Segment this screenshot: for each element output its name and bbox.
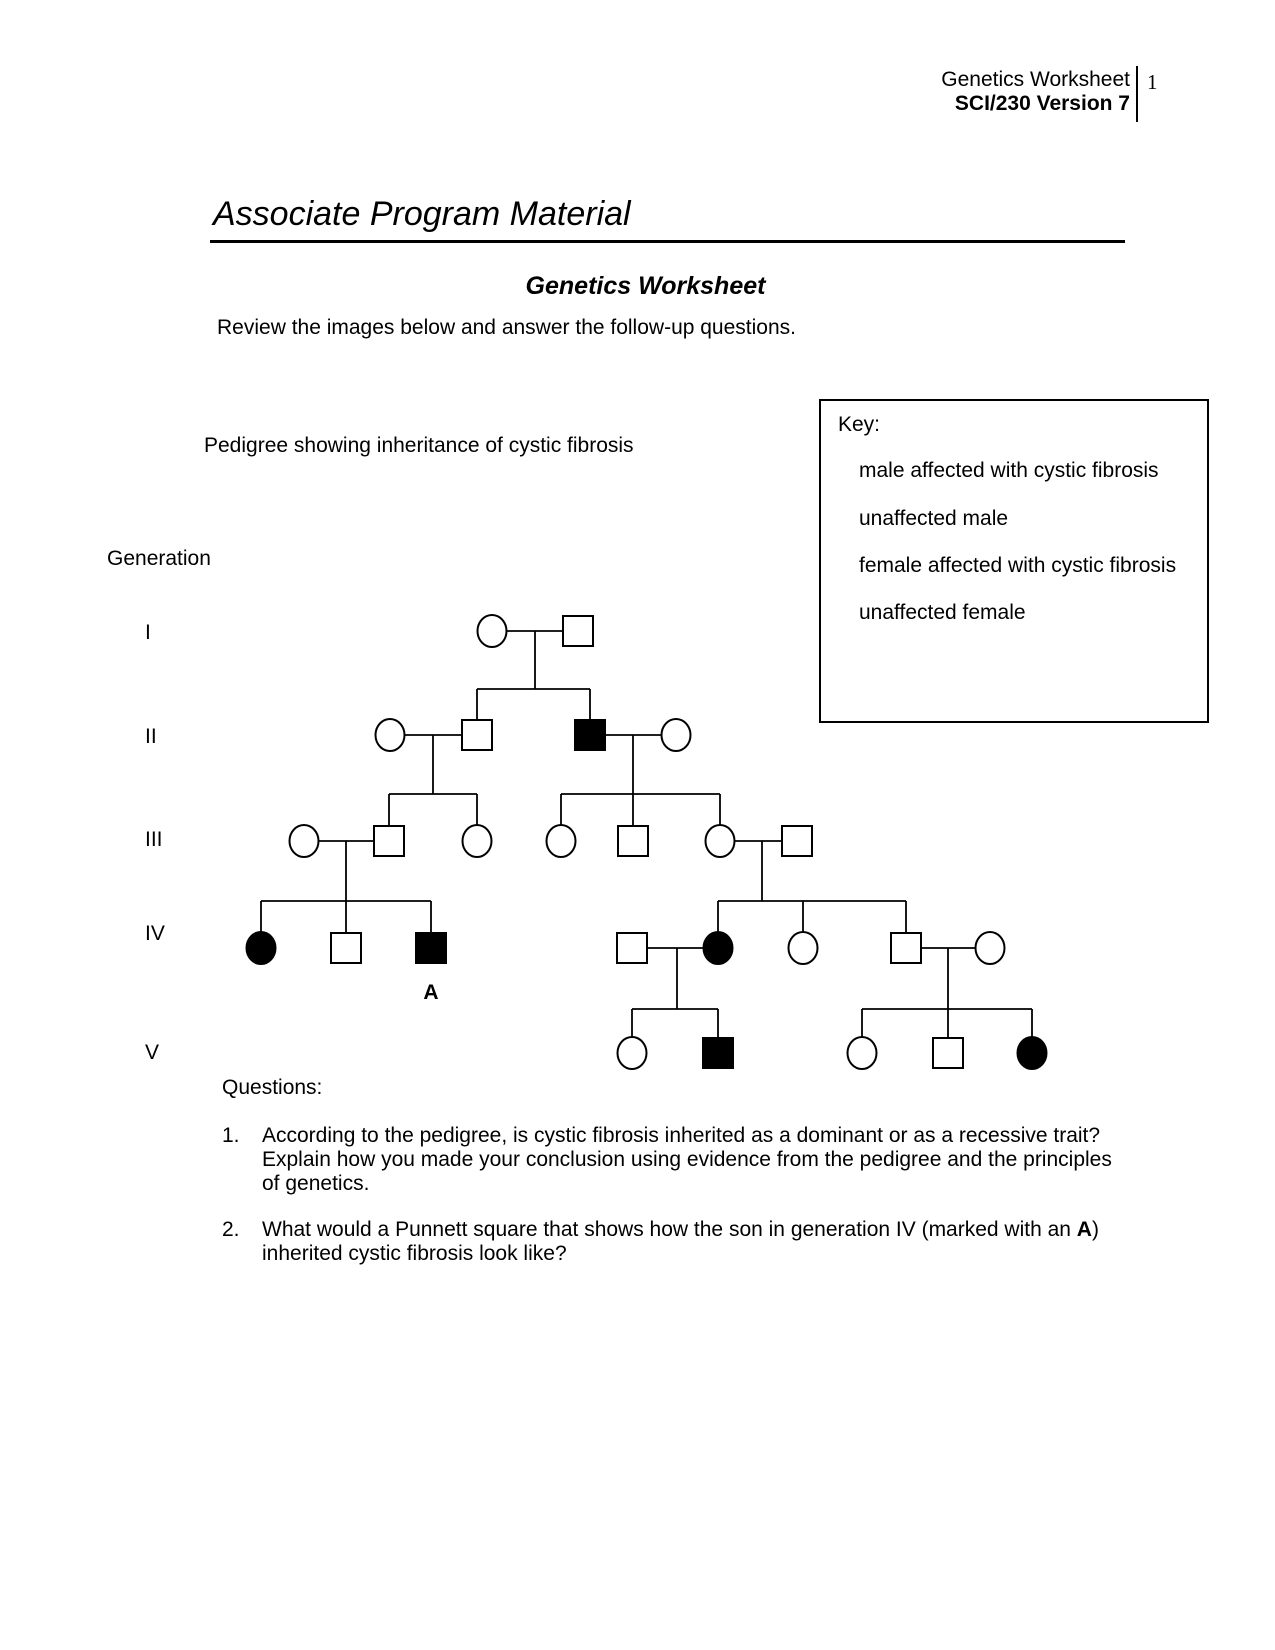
key-item-female-affected: female affected with cystic fibrosis	[859, 554, 1177, 577]
key-item-male-affected: male affected with cystic fibrosis	[859, 459, 1159, 482]
question-1	[222, 1124, 1112, 1196]
person-V-2-affected	[703, 1038, 733, 1068]
pedigree-caption: Pedigree showing inheritance of cystic fibrosis	[204, 434, 634, 457]
question-line: Explain how you made your conclusion using evidence from the pedigree and the principles	[262, 1148, 1112, 1171]
person-I-2	[563, 616, 593, 646]
question-number: 1.	[222, 1124, 240, 1147]
worksheet-title: Genetics Worksheet	[525, 272, 766, 300]
person-V-4	[933, 1038, 963, 1068]
person-II-2	[462, 720, 492, 750]
question-line: inherited cystic fibrosis look like?	[262, 1242, 567, 1265]
person-III-2	[374, 826, 404, 856]
person-II-4	[662, 719, 691, 751]
person-IV-3-affected	[416, 933, 446, 963]
person-II-1	[376, 719, 405, 751]
question-line: According to the pedigree, is cystic fibrosis inherited as a dominant or as a recessive trait?	[262, 1124, 1101, 1147]
question-line: of genetics.	[262, 1172, 370, 1195]
page-number: 1	[1147, 70, 1158, 94]
key-item-female-unaffected: unaffected female	[859, 601, 1026, 624]
person-III-6	[706, 825, 735, 857]
person-III-3	[463, 825, 492, 857]
generation-label-I: I	[145, 621, 151, 644]
person-IV-8	[976, 932, 1005, 964]
person-V-3	[848, 1037, 877, 1069]
generation-label-III: III	[145, 828, 163, 851]
person-IV-1-affected	[247, 932, 276, 964]
intro-text: Review the images below and answer the follow-up questions.	[217, 316, 796, 339]
question-text	[262, 1218, 1099, 1266]
document-title: Associate Program Material	[213, 195, 631, 233]
questions-heading: Questions:	[222, 1076, 323, 1099]
proband-label: A	[423, 981, 439, 1004]
header-course: SCI/230 Version 7	[954, 92, 1130, 115]
person-IV-2	[331, 933, 361, 963]
generation-label-V: V	[145, 1041, 160, 1064]
question-text-segment: What would a Punnett square that shows how the son in generation IV (marked with an	[262, 1218, 1077, 1241]
question-number: 2.	[222, 1218, 240, 1241]
person-III-1	[290, 825, 319, 857]
person-III-4	[547, 825, 576, 857]
person-II-3-affected	[575, 720, 605, 750]
generation-axis-label: Generation	[107, 547, 211, 570]
person-IV-4	[617, 933, 647, 963]
key-item-male-unaffected: unaffected male	[859, 507, 1009, 530]
question-text-segment: )	[1091, 1218, 1099, 1241]
question-2	[222, 1218, 1099, 1266]
key-heading: Key:	[838, 413, 881, 436]
person-IV-7	[891, 933, 921, 963]
person-V-5-affected	[1018, 1037, 1047, 1069]
person-III-5	[618, 826, 648, 856]
generation-label-II: II	[145, 725, 157, 748]
question-line	[262, 1218, 1099, 1242]
proband-reference: A	[1076, 1218, 1092, 1241]
person-IV-5-affected	[704, 932, 733, 964]
header-doc-title: Genetics Worksheet	[941, 68, 1130, 91]
person-IV-6	[789, 932, 818, 964]
person-III-7	[782, 826, 812, 856]
generation-label-IV: IV	[145, 922, 165, 945]
person-I-1	[478, 615, 507, 647]
question-text	[262, 1124, 1112, 1196]
person-V-1	[618, 1037, 647, 1069]
